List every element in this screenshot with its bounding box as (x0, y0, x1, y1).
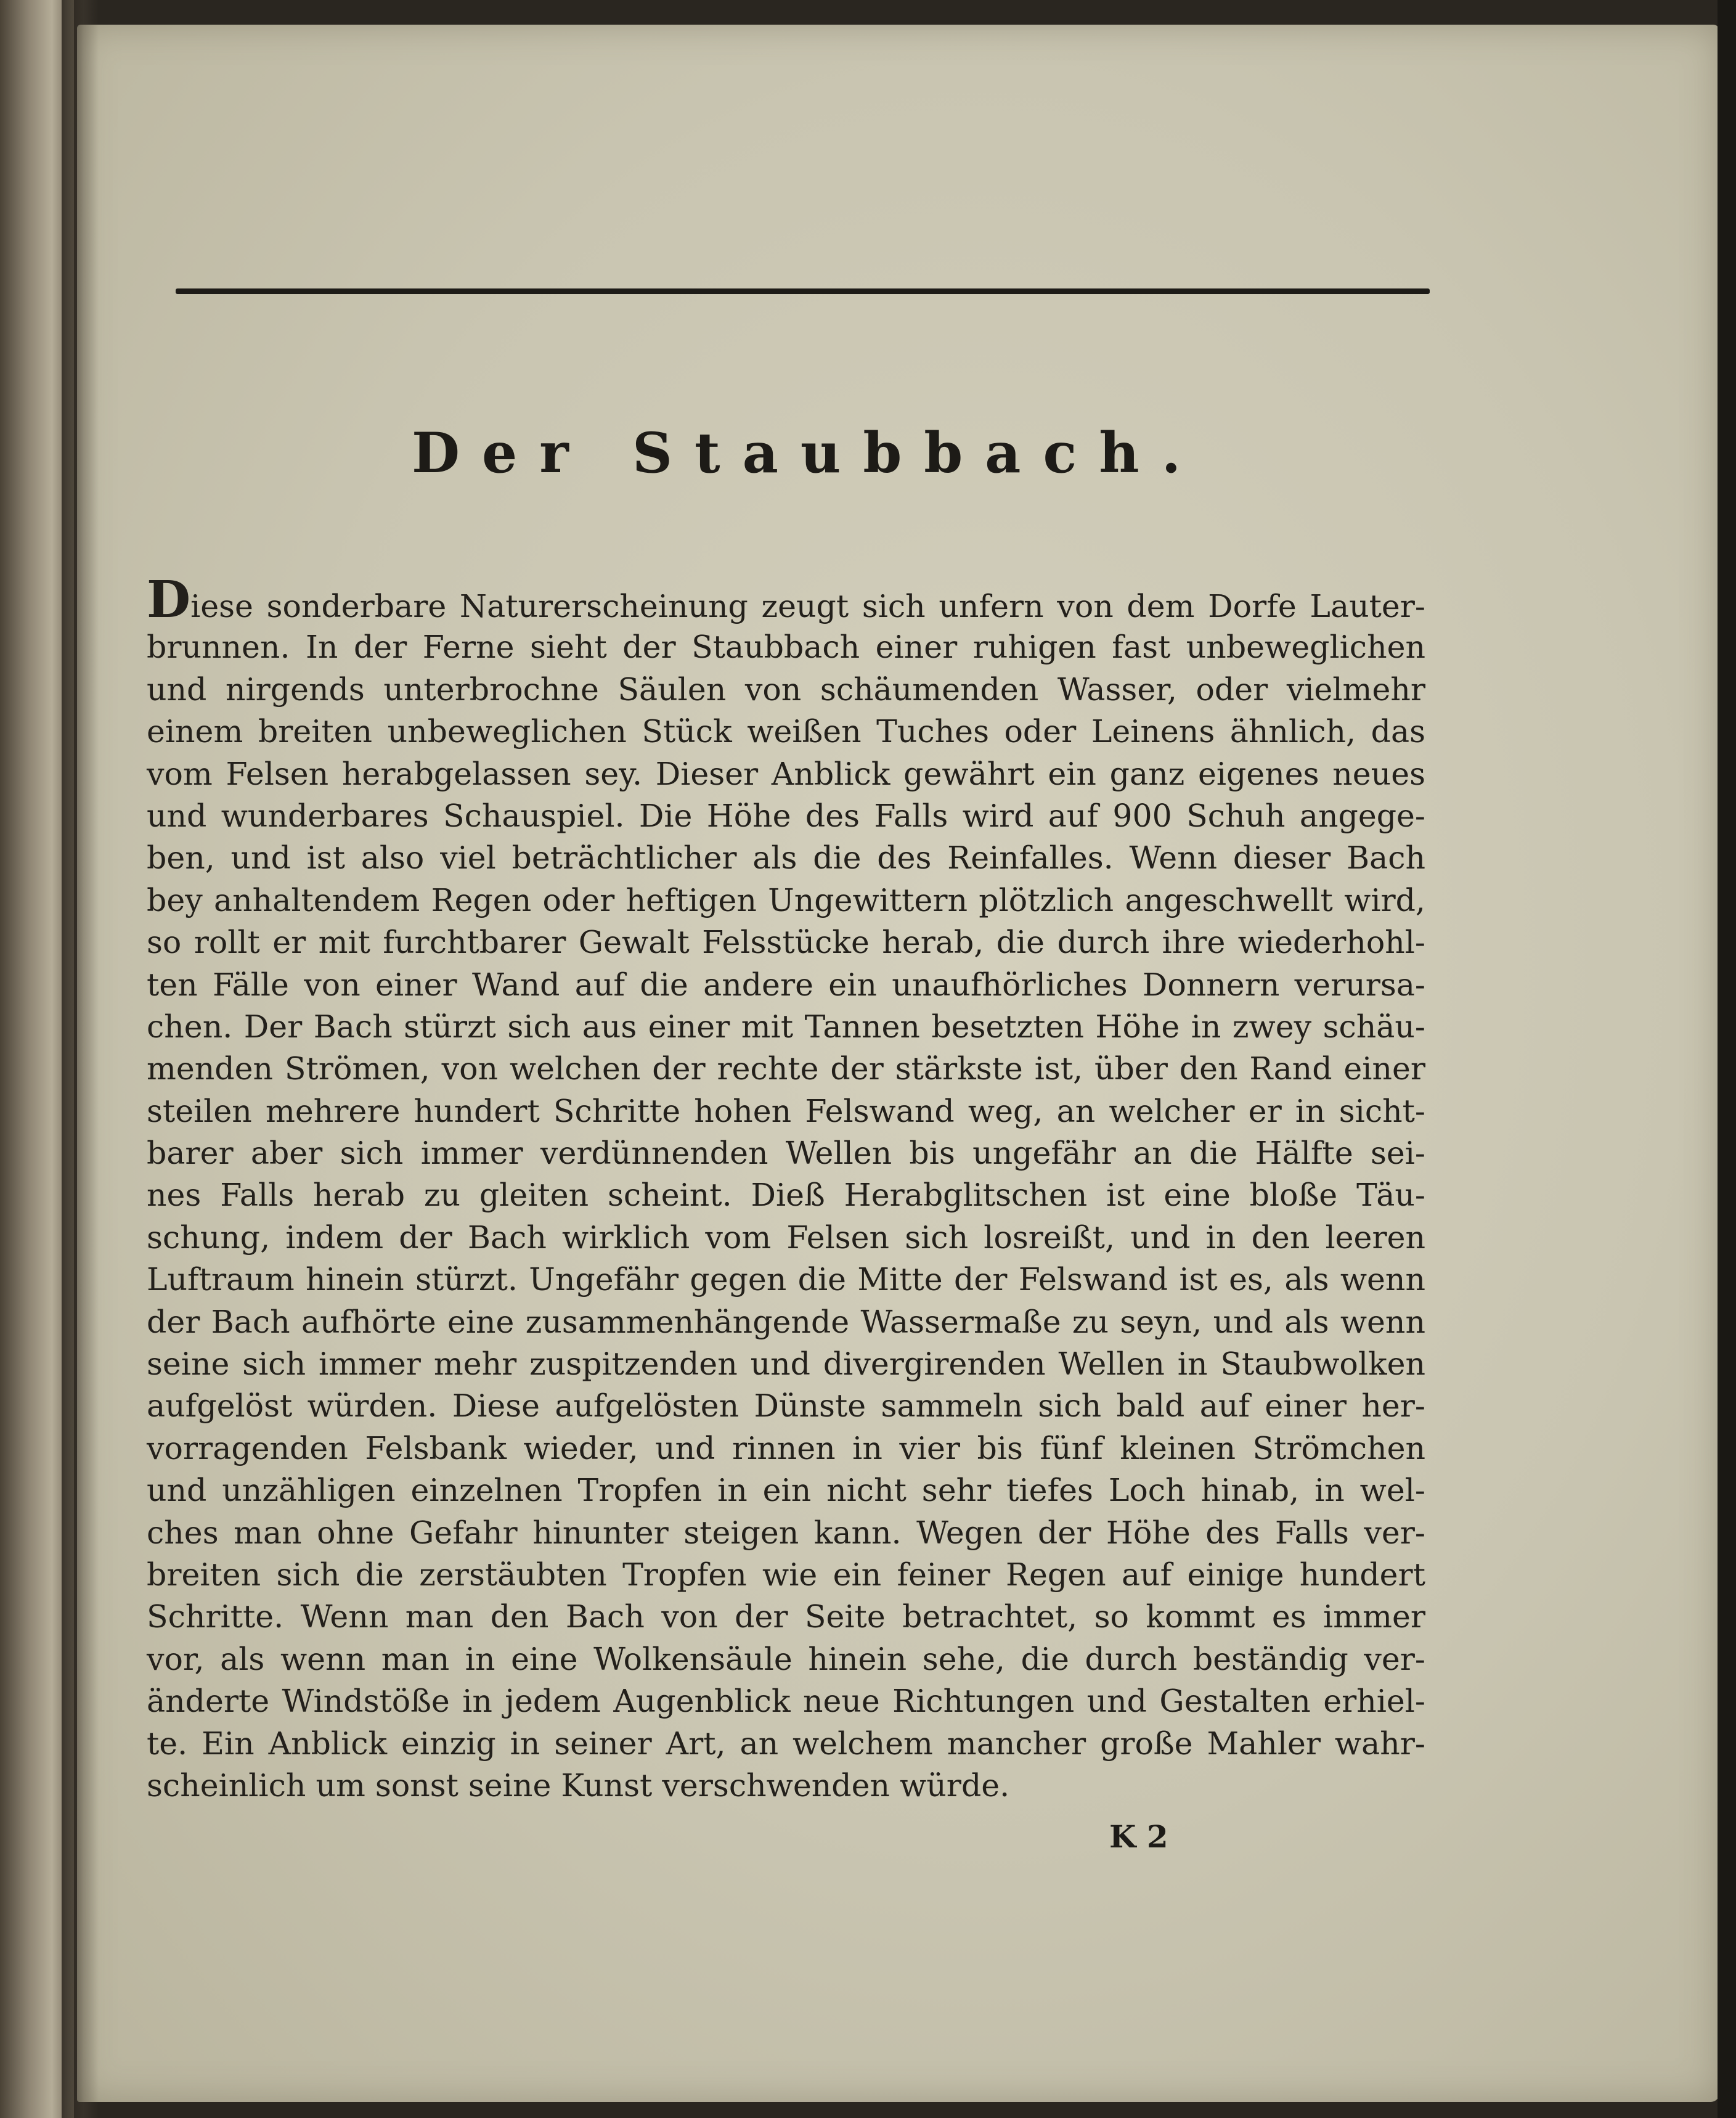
right-background-edge (1718, 0, 1736, 2118)
text-line: brunnen. In der Ferne sieht der Staubbach einer ruhigen fast unbeweglichen (147, 629, 1425, 666)
text-line: Luftraum hinein stürzt. Ungefähr gegen die Mitte der Felswand ist es, als wenn (147, 1261, 1425, 1298)
text-line: vor, als wenn man in eine Wolkensäule hinein sehe, die durch beständig ver- (147, 1640, 1425, 1677)
page-title: Der Staubbach. (411, 420, 1204, 486)
text-line: und unzähligen einzelnen Tropfen in ein nicht sehr tiefes Loch hinab, in wel- (147, 1472, 1425, 1509)
text-line: ben, und ist also viel beträchtlicher als die des Reinfalles. Wenn dieser Bach (147, 840, 1425, 877)
text-line: chen. Der Bach stürzt sich aus einer mit Tannen besetzten Höhe in zwey schäu- (147, 1008, 1425, 1045)
text-line: menden Strömen, von welchen der rechte der stärkste ist, über den Rand einer (147, 1050, 1425, 1087)
text-line-content: iese sonderbare Naturerscheinung zeugt sich unfern von dem Dorfe Lauter- (190, 588, 1425, 624)
text-line: aufgelöst würden. Diese aufgelösten Dünste sammeln sich bald auf einer her- (147, 1388, 1425, 1425)
text-line: seine sich immer mehr zuspitzenden und divergirenden Wellen in Staubwolken (147, 1346, 1425, 1383)
text-line: und wunderbares Schauspiel. Die Höhe des Falls wird auf 900 Schuh angege- (147, 797, 1425, 834)
text-line: steilen mehrere hundert Schritte hohen Felswand weg, an welcher er in sicht- (147, 1092, 1425, 1129)
text-line: bey anhaltendem Regen oder heftigen Ungewittern plötzlich angeschwellt wird, (147, 881, 1425, 918)
gutter-shadow (62, 0, 99, 2118)
text-line: änderte Windstöße in jedem Augenblick neue Richtungen und Gestalten erhiel- (147, 1683, 1425, 1720)
printer-signature-mark: K 2 (1109, 1818, 1168, 1855)
text-line: barer aber sich immer verdünnenden Wellen bis ungefähr an die Hälfte sei- (147, 1135, 1425, 1172)
text-line: breiten sich die zerstäubten Tropfen wie ein feiner Regen auf einige hundert (147, 1556, 1425, 1593)
text-line: te. Ein Anblick einzig in seiner Art, an welchem mancher große Mahler wahr- (147, 1725, 1425, 1762)
text-line: scheinlich um sonst seine Kunst verschwenden würde. (147, 1767, 1010, 1804)
text-line: ches man ohne Gefahr hinunter steigen kann. Wegen der Höhe des Falls ver- (147, 1514, 1425, 1551)
text-line: nes Falls herab zu gleiten scheint. Dieß Herabglitschen ist eine bloße Täu- (147, 1177, 1425, 1214)
drop-cap: D (147, 570, 191, 629)
text-line: schung, indem der Bach wirklich vom Felsen sich losreißt, und in den leeren (147, 1219, 1425, 1256)
body-paragraph (147, 570, 1425, 1807)
text-line: ten Fälle von einer Wand auf die andere ein unaufhörliches Donnern verursa- (147, 966, 1425, 1003)
header-rule (176, 288, 1430, 294)
text-line: vom Felsen herabgelassen sey. Dieser Anblick gewährt ein ganz eigenes neues (147, 755, 1425, 792)
text-line: vorragenden Felsbank wieder, und rinnen in vier bis fünf kleinen Strömchen (147, 1429, 1425, 1466)
text-line: und nirgends unterbrochne Säulen von schäumenden Wasser, oder vielmehr (147, 671, 1425, 708)
text-line: einem breiten unbeweglichen Stück weißen Tuches oder Leinens ähnlich, das (147, 713, 1425, 750)
text-line (147, 570, 1425, 629)
text-line: der Bach aufhörte eine zusammenhängende Wassermaße zu seyn, und als wenn (147, 1303, 1425, 1340)
text-line: Schritte. Wenn man den Bach von der Seite betrachtet, so kommt es immer (147, 1598, 1425, 1635)
text-line: so rollt er mit furchtbarer Gewalt Felsstücke herab, die durch ihre wiederhohl- (147, 924, 1425, 961)
